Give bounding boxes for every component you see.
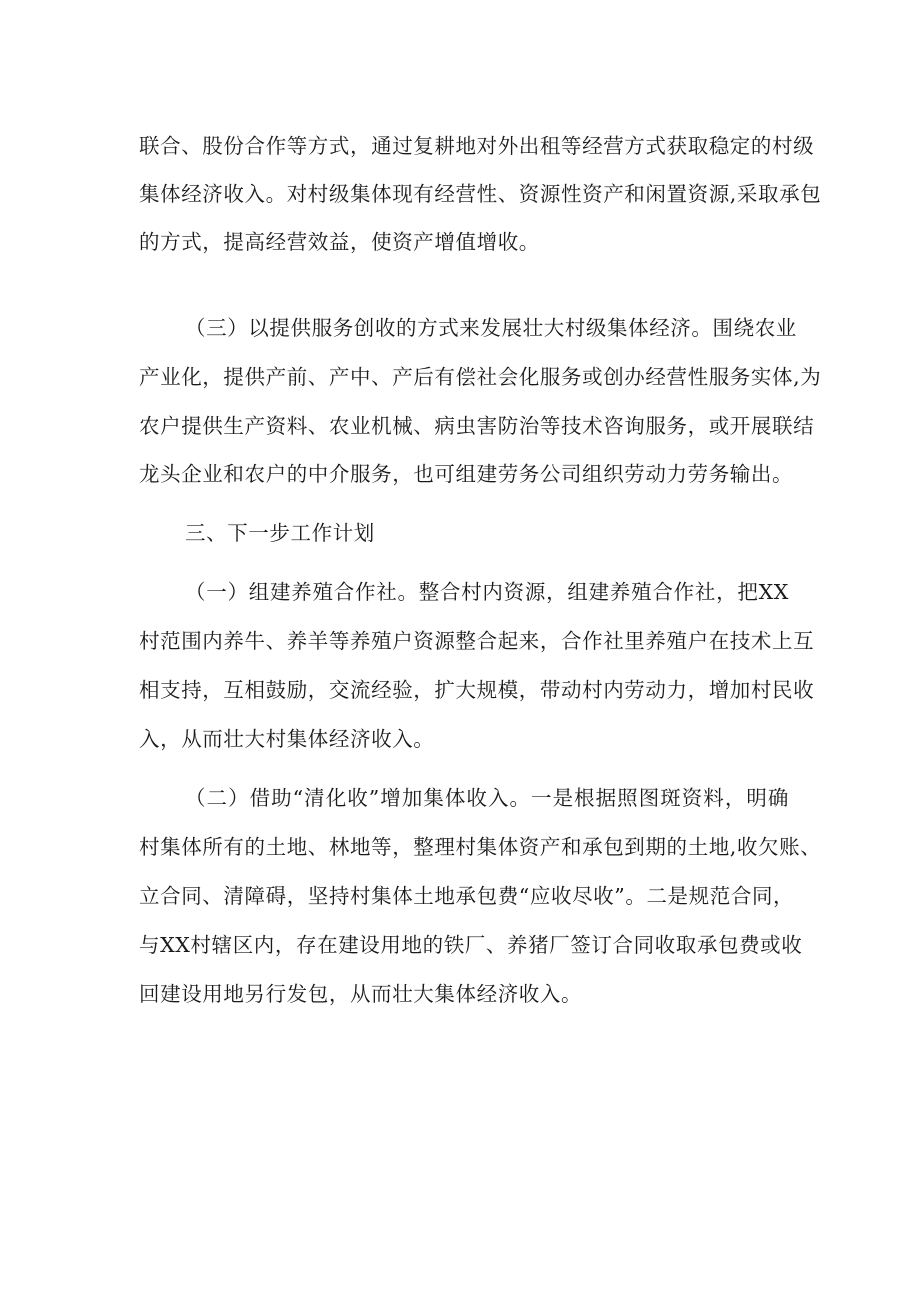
- paragraph-1-line-1: 联合、股份合作等方式，通过复耕地对外出租等经营方式获取稳定的村级: [139, 134, 815, 158]
- paragraph-3-line-1: （一）组建养殖合作社。整合村内资源，组建养殖合作社，把XX: [185, 580, 789, 604]
- paragraph-2-line-2: 产业化，提供产前、产中、产后有偿社会化服务或创办经营性服务实体,为: [139, 365, 822, 389]
- paragraph-4-line-5: 回建设用地另行发包，从而壮大集体经济收入。: [139, 982, 583, 1006]
- paragraph-1-line-3: 的方式，提高经营效益，使资产增值增收。: [139, 230, 540, 254]
- paragraph-3-line-4: 入，从而壮大村集体经济收入。: [139, 727, 435, 751]
- paragraph-3-line-2: 村范围内养牛、养羊等养殖户资源整合起来，合作社里养殖户在技术上互: [139, 629, 815, 653]
- paragraph-1-line-2: 集体经济收入。对村级集体现有经营性、资源性资产和闲置资源,采取承包: [139, 182, 822, 206]
- paragraph-2-line-3: 农户提供生产资料、农业机械、病虫害防治等技术咨询服务，或开展联结: [139, 414, 815, 438]
- section-heading: 三、下一步工作计划: [185, 521, 375, 545]
- paragraph-4-line-2: 村集体所有的土地、林地等，整理村集体资产和承包到期的土地,收欠账、: [139, 835, 822, 859]
- paragraph-4-line-3: 立合同、清障碍，坚持村集体土地承包费“应收尽收”。二是规范合同，: [139, 884, 795, 908]
- paragraph-2-line-4: 龙头企业和农户的中介服务，也可组建劳务公司组织劳动力劳务输出。: [139, 462, 794, 486]
- paragraph-3-line-3: 相支持，互相鼓励，交流经验，扩大规模，带动村内劳动力，增加村民收: [139, 678, 815, 702]
- paragraph-4-line-1: （二）借助“清化收”增加集体收入。一是根据照图斑资料，明确: [185, 786, 789, 810]
- paragraph-2-line-1: （三）以提供服务创收的方式来发展壮大村级集体经济。围绕农业: [185, 316, 797, 340]
- paragraph-4-line-4: 与XX村辖区内，存在建设用地的铁厂、养猪厂签订合同收取承包费或收: [139, 933, 803, 957]
